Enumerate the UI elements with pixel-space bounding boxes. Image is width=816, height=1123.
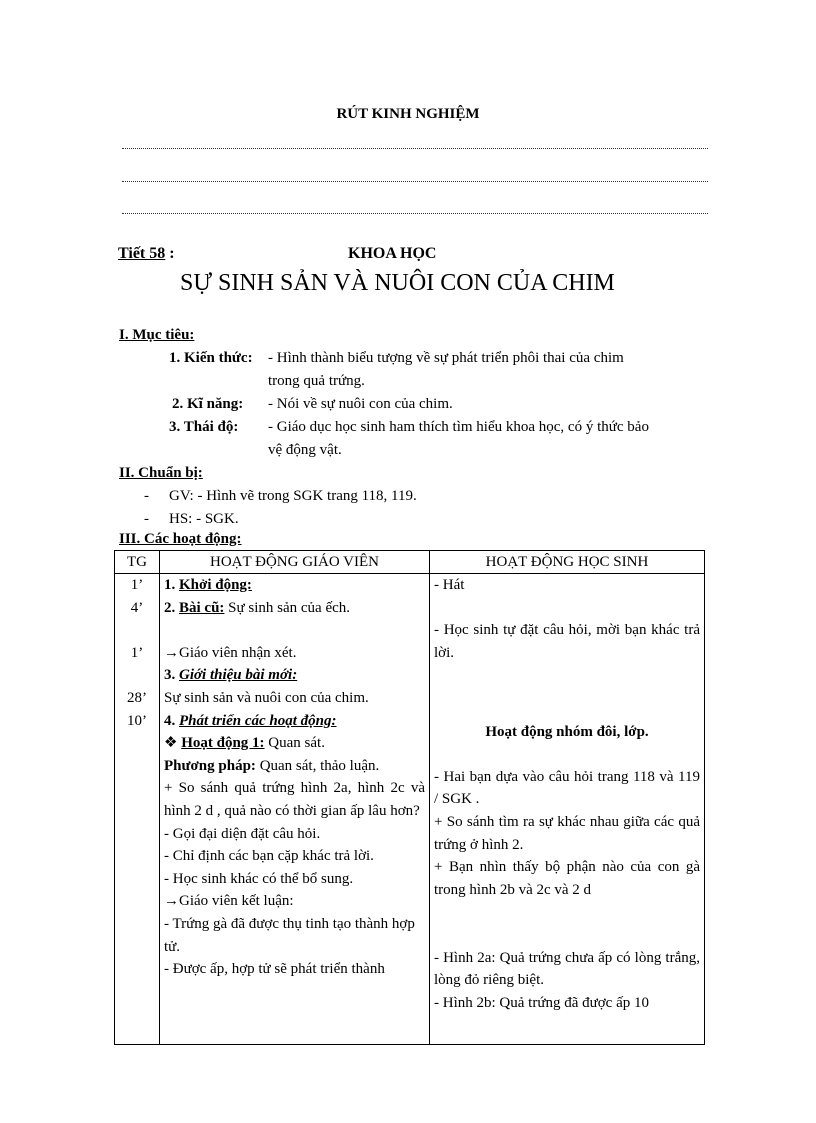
- gv-line-6: - Được ấp, hợp tử sẽ phát triển thành: [164, 961, 385, 978]
- section3-heading: III. Các hoạt động:: [119, 531, 242, 547]
- gv-line-3: - Chỉ định các bạn cặp khác trả lời.: [164, 848, 374, 865]
- hs-line-3: - Hai bạn dựa vào câu hỏi trang 118 và 119 / SGK .: [434, 768, 700, 808]
- prep-dash-1: -: [144, 488, 149, 504]
- hs-line-6: - Hình 2a: Quả trứng chưa ấp có lòng trắng, lòng đỏ riêng biệt.: [434, 949, 700, 989]
- gv-step-3: 3. Giới thiệu bài mới:: [164, 667, 298, 684]
- gv-step-4-label: Phát triển các hoạt động:: [179, 712, 337, 729]
- hs-line-4: + So sánh tìm ra sự khác nhau giữa các quả trứng ở hình 2.: [434, 813, 700, 853]
- lesson-subject: KHOA HỌC: [348, 245, 437, 262]
- hs-line-5: + Bạn nhìn thấy bộ phận nào của con gà trong hình 2b và 2c và 2 d: [434, 859, 700, 898]
- dotted-line-2: [122, 181, 708, 182]
- hs-line-2: - Học sinh tự đặt câu hỏi, mời bạn khác trả lời.: [434, 622, 700, 661]
- activities-table: [114, 550, 705, 1045]
- time-3: 1’: [130, 644, 144, 661]
- objective-label-skill: 2. Kĩ năng:: [172, 396, 244, 412]
- lesson-number: Tiết 58: [118, 245, 166, 262]
- diamond-bullet-icon: ❖: [164, 735, 178, 752]
- objective-text-skill: - Nói về sự nuôi con của chim.: [268, 396, 453, 412]
- time-1: 1’: [130, 577, 144, 593]
- hs-activity-title: Hoạt động nhóm đôi, lớp.: [485, 723, 649, 740]
- time-2: 4’: [130, 599, 144, 616]
- gv-activity-1-label: Hoạt động 1:: [181, 735, 265, 752]
- objective-text-knowledge-1: - Hình thành biểu tượng về sự phát triển phôi thai của chim: [268, 350, 624, 366]
- objective-text-attitude-1: - Giáo dục học sinh ham thích tìm hiểu khoa học, có ý thức bảo: [268, 419, 649, 435]
- heading-rut-kinh-nghiem: RÚT KINH NGHIỆM: [336, 106, 480, 122]
- prep-item-student: HS: - SGK.: [169, 511, 239, 527]
- hs-line-1: - Hát: [434, 577, 465, 593]
- teacher-column: [160, 574, 430, 1045]
- hs-line-7: - Hình 2b: Quả trứng đã được ấp 10: [434, 994, 649, 1011]
- gv-step-2: 2. Bài cũ: Sự sinh sản của ếch.: [164, 599, 351, 616]
- gv-step-4: 4. Phát triển các hoạt động:: [164, 712, 337, 729]
- gv-conclusion: →Giáo viên kết luận:: [164, 893, 294, 910]
- gv-line-1: + So sánh quả trứng hình 2a, hình 2c và hình 2 d , quả nào có thời gian ấp lâu hơn?: [164, 780, 425, 819]
- header-student: HOẠT ĐỘNG HỌC SINH: [430, 551, 705, 574]
- gv-step-3-text: Sự sinh sản và nuôi con của chim.: [164, 689, 369, 706]
- section2-heading: II. Chuẩn bị:: [119, 465, 203, 481]
- gv-step-3-label: Giới thiệu bài mới:: [179, 667, 298, 684]
- lesson-number-line: [118, 245, 175, 263]
- objective-text-knowledge-2: trong quả trứng.: [268, 373, 365, 389]
- lesson-title: SỰ SINH SẢN VÀ NUÔI CON CỦA CHIM: [180, 270, 615, 296]
- gv-line-5: - Trứng gà đã được thụ tinh tạo thành hợp tử.: [164, 915, 415, 955]
- gv-teacher-comment: →Giáo viên nhận xét.: [164, 644, 297, 661]
- dotted-line-1: [122, 148, 708, 149]
- prep-dash-2: -: [144, 511, 149, 527]
- time-4: 28’: [127, 689, 147, 706]
- section1-heading: I. Mục tiêu:: [119, 327, 195, 343]
- gv-activity-1: ❖ Hoạt động 1: Quan sát.: [164, 735, 325, 752]
- gv-method: Phương pháp: Quan sát, thảo luận.: [164, 757, 380, 774]
- objective-label-attitude: 3. Thái độ:: [169, 419, 239, 435]
- time-column: [115, 574, 160, 1045]
- gv-step-1: 1. Khởi động:: [164, 577, 252, 593]
- arrow-right-icon: →: [164, 644, 179, 661]
- gv-line-4: - Học sinh khác có thể bổ sung.: [164, 870, 354, 887]
- gv-step-1-label: Khởi động:: [179, 577, 252, 593]
- objective-text-attitude-2: vệ động vật.: [268, 442, 342, 458]
- header-tg: TG: [115, 551, 160, 574]
- lesson-colon: :: [165, 245, 175, 262]
- dotted-line-3: [122, 213, 708, 214]
- gv-step-2-label: Bài cũ:: [179, 599, 225, 616]
- time-5: 10’: [127, 712, 147, 729]
- header-teacher: HOẠT ĐỘNG GIÁO VIÊN: [160, 551, 430, 574]
- gv-method-label: Phương pháp:: [164, 757, 256, 774]
- prep-item-teacher: GV: - Hình vẽ trong SGK trang 118, 119.: [169, 488, 417, 504]
- arrow-right-icon: →: [164, 893, 179, 910]
- student-column: [430, 574, 705, 1045]
- objective-label-knowledge: 1. Kiến thức:: [169, 350, 253, 366]
- gv-line-2: - Gọi đại diện đặt câu hỏi.: [164, 825, 321, 842]
